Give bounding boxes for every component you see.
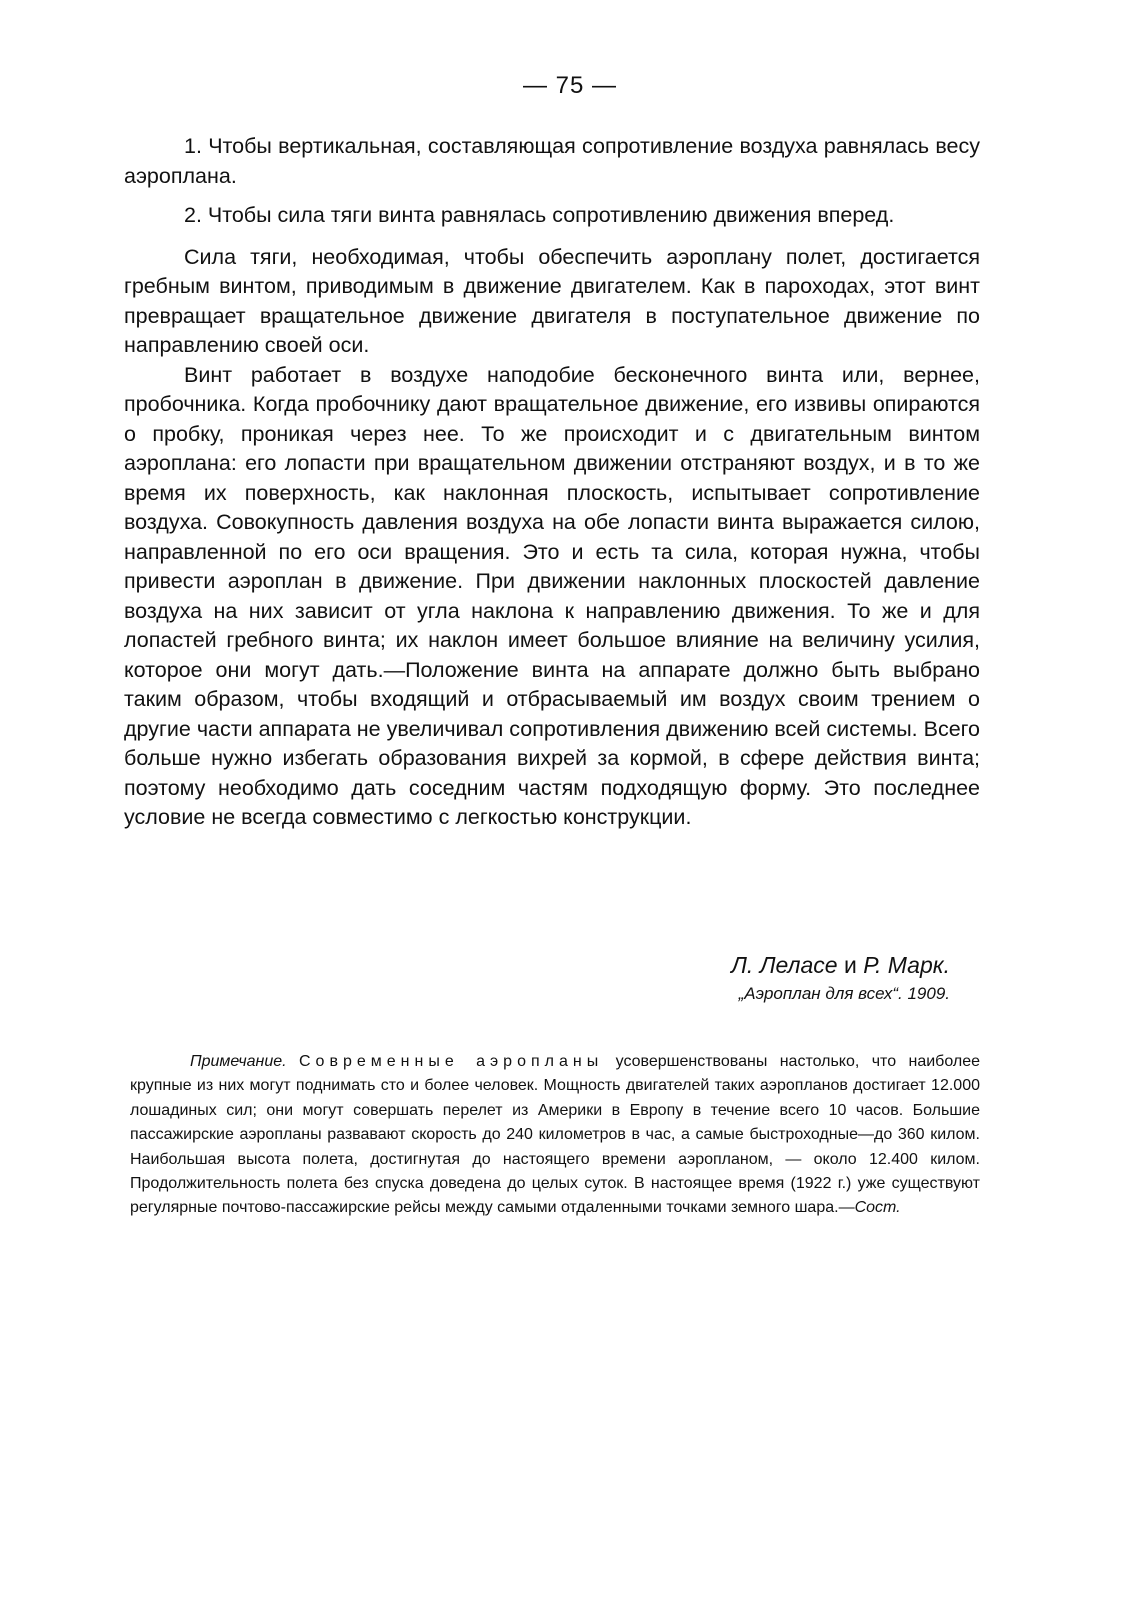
quote-attribution (731, 950, 950, 1008)
author-name: Л. Леласе (731, 952, 838, 978)
note-signature: Сост. (854, 1199, 901, 1217)
list-item: 1. Чтобы вертикальная, составляющая сопротивление воздуха равнялась весу аэроплана. (124, 134, 980, 188)
page-number: — 75 — (522, 72, 618, 99)
footnote (130, 1050, 980, 1221)
source-citation: „Аэроплан для всех“. 1909. (738, 984, 950, 1003)
list-item: 2. Чтобы сила тяги винта равнялась сопротивлению движения вперед. (184, 203, 895, 227)
author-conjunction: и (843, 952, 857, 978)
note-text: усовершенствованы настолько, что наиболее крупные из них могут поднимать сто и более человек. Мощность двигателей таких аэропланов достигает 12.000 лошадиных сил; они могут совершать перелет из Америки в Европу в течение всего 10 часов. Большие пассажирские аэропланы развавают скорость до 240 километров в час, а самые быстроходные—до 360 килом. Наибольшая высота полета, достигнутая до настоящего времени аэропланом, — около 12.400 килом. Продолжительность полета без спуска доведена до целых суток. В настоящее время (1922 г.) уже существуют регулярные почтово-пассажирские рейсы между самыми отдаленными точками земного шара.— (130, 1053, 981, 1217)
paragraph: Винт работает в воздухе наподобие бесконечного винта или, вернее, пробочника. Когда пробочнику дают вращательное движение, его извивы опираются о пробку, проникая через нее. То же происходит и с двигательным винтом аэроплана: его лопасти при вращательном движении отстраняют воздух, и в то же время их поверхность, как наклонная плоскость, испытывает сопротивление воздуха. Совокупность давления воздуха на обе лопасти винта выражается силою, направленной по его оси вращения. Это и есть та сила, которая нужна, чтобы привести аэроплан в движение. При движении наклонных плоскостей давление воздуха на них зависит от угла наклона к направлению движения. То же и для лопастей гребного винта; их наклон имеет большое влияние на величину усилия, которое они могут дать.—Положение винта на аппарате должно быть выбрано таким образом, чтобы входящий и отбрасываемый им воздух своим трением о другие части аппарата не увеличивал сопротивления движению всей системы. Всего больше нужно избегать образования вихрей за кормой, в сфере действия винта; поэтому необходимо дать соседним частям подходящую форму. Это последнее условие не всегда совместимо с легкостью конструкции. (124, 362, 980, 829)
note-label: Примечание. (190, 1053, 287, 1070)
note-emphasis: Современные аэропланы (299, 1053, 604, 1070)
main-text (124, 132, 980, 833)
authors (731, 950, 950, 980)
author-name: Р. Марк. (863, 952, 950, 978)
paragraph: Сила тяги, необходимая, чтобы обеспечить аэроплану полет, достигается гребным винтом, приводимым в движение двигателем. Как в пароходах, этот винт превращает вращательное движение двигателя в поступательное движение по направлению своей оси. (124, 244, 980, 357)
